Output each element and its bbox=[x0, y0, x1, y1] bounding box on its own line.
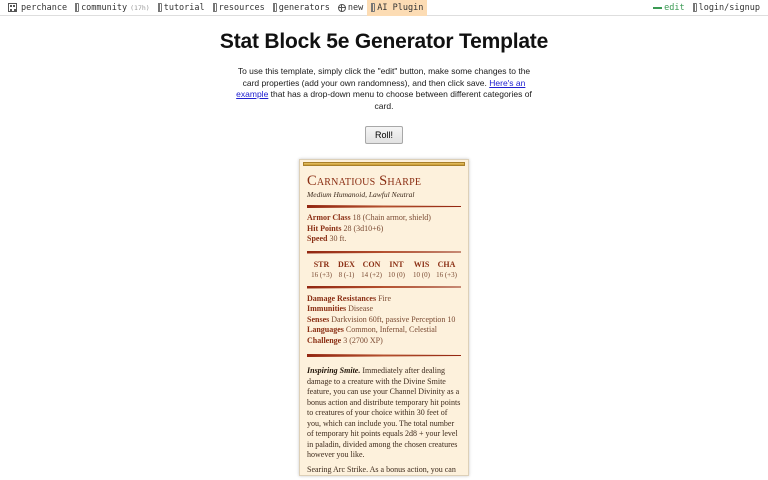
navbar-left-group bbox=[4, 0, 427, 16]
book-icon bbox=[213, 3, 217, 12]
statblock-container bbox=[0, 159, 768, 476]
nav-label-login-signup: login/signup bbox=[698, 2, 760, 13]
attribute-armor-class bbox=[307, 213, 461, 224]
roll-button[interactable]: Roll! bbox=[365, 126, 403, 144]
nav-item-new[interactable] bbox=[334, 0, 367, 16]
page-content bbox=[0, 16, 768, 476]
nav-item-perchance[interactable] bbox=[4, 0, 71, 16]
nav-label-community: community bbox=[81, 2, 128, 13]
nav-label-generators: generators bbox=[278, 2, 330, 13]
divider-rule-1 bbox=[307, 205, 461, 208]
nav-label-tutorial: tutorial bbox=[163, 2, 205, 13]
ability-scores-table bbox=[307, 259, 461, 280]
trait-languages bbox=[307, 325, 461, 336]
ability-name: DEX bbox=[338, 259, 355, 269]
book-icon bbox=[75, 3, 79, 12]
ability-wis bbox=[409, 259, 434, 280]
nav-item-tutorial[interactable] bbox=[154, 0, 209, 16]
nav-label-new: new bbox=[347, 2, 364, 13]
features-group bbox=[307, 362, 461, 475]
nav-item-login-signup[interactable] bbox=[689, 0, 764, 16]
page-title: Stat Block 5e Generator Template bbox=[219, 30, 549, 53]
nav-item-edit[interactable] bbox=[649, 0, 688, 16]
description-text-after: that has a drop-down menu to choose between different categories of card. bbox=[268, 89, 532, 111]
ability-int bbox=[384, 259, 409, 280]
trait-value: Fire bbox=[378, 293, 391, 303]
book-icon bbox=[273, 3, 277, 12]
statblock-card bbox=[299, 159, 469, 476]
ability-value: 16 (+3) bbox=[436, 270, 457, 279]
attribute-value: 30 ft. bbox=[329, 234, 347, 243]
ability-name: STR bbox=[313, 259, 330, 269]
book-icon bbox=[158, 3, 162, 12]
trait-label: Immunities bbox=[307, 304, 347, 313]
book-icon bbox=[693, 3, 697, 12]
nav-badge-community: (17h) bbox=[130, 3, 150, 12]
trait-value: Common, Infernal, Celestial bbox=[345, 325, 437, 334]
card-top-bar bbox=[303, 162, 465, 166]
page-description bbox=[229, 66, 539, 112]
attribute-hit-points bbox=[307, 224, 461, 235]
trait-label: Challenge bbox=[307, 335, 342, 345]
nav-label-edit: edit bbox=[664, 2, 685, 13]
trait-challenge bbox=[307, 336, 461, 347]
ability-name: CHA bbox=[437, 259, 456, 269]
attribute-label: Armor Class bbox=[307, 213, 351, 222]
divider-rule-3 bbox=[307, 286, 461, 289]
creature-name: Carnatious Sharpe bbox=[307, 173, 422, 189]
ability-value: 10 (0) bbox=[388, 270, 405, 279]
attribute-value: 18 (Chain armor, shield) bbox=[352, 213, 431, 222]
roll-button-container bbox=[0, 125, 768, 144]
traits-group bbox=[307, 294, 461, 349]
feature-text: Immediately after dealing damage to a creature with the Divine Smite feature, you can use your Channel Divinity as a bonus action and distribute temporary hit points to creatures of your choice within 30 feet of you, which can include you. The total number of temporary hit points equals 2d8 + your level in paladin, divided among the chosen creatures however you like. bbox=[307, 366, 461, 459]
ability-str bbox=[309, 259, 334, 280]
trait-value: 3 (2700 XP) bbox=[343, 335, 383, 345]
ability-value: 10 (0) bbox=[413, 270, 430, 279]
trait-immunities bbox=[307, 304, 461, 315]
ability-value: 8 (-1) bbox=[338, 270, 355, 279]
ability-value: 14 (+2) bbox=[361, 270, 382, 279]
ability-name: INT bbox=[389, 259, 404, 269]
perchance-logo-icon bbox=[8, 3, 17, 12]
attributes-group bbox=[307, 213, 461, 245]
creature-subtitle: Medium Humanoid, Lawful Neutral bbox=[307, 190, 415, 199]
divider-rule-2 bbox=[307, 251, 461, 254]
top-navbar bbox=[0, 0, 768, 16]
divider-rule-4 bbox=[307, 354, 461, 357]
attribute-value: 28 (3d10+6) bbox=[343, 223, 384, 233]
trait-label: Senses bbox=[307, 314, 330, 324]
trait-damage-resistances bbox=[307, 294, 461, 305]
ability-name: CON bbox=[362, 259, 381, 269]
ability-con bbox=[359, 259, 384, 280]
attribute-speed bbox=[307, 234, 461, 245]
pencil-icon bbox=[653, 7, 662, 9]
trait-value: Darkvision 60ft, passive Perception 10 bbox=[331, 314, 456, 324]
globe-icon bbox=[338, 4, 346, 12]
ability-cha bbox=[434, 259, 459, 280]
ability-name: WIS bbox=[413, 259, 430, 269]
nav-label-perchance: perchance bbox=[21, 2, 68, 13]
description-text-before: To use this template, simply click the "edit" button, make some changes to the card properties (add your own randomness), and then click save. bbox=[237, 66, 531, 88]
trait-senses bbox=[307, 315, 461, 326]
nav-item-generators[interactable] bbox=[269, 0, 334, 16]
feature-second-partial bbox=[307, 465, 461, 476]
nav-item-community[interactable] bbox=[71, 0, 154, 16]
example-link[interactable]: Here's an example bbox=[236, 77, 526, 99]
nav-item-resources[interactable] bbox=[209, 0, 269, 16]
ability-value: 16 (+3) bbox=[311, 270, 332, 279]
book-icon bbox=[371, 3, 375, 12]
feature-inspiring-smite bbox=[307, 366, 461, 461]
navbar-right-group bbox=[649, 0, 764, 16]
feature-name: Inspiring Smite. bbox=[307, 366, 361, 375]
attribute-label: Speed bbox=[307, 234, 328, 243]
trait-value: Disease bbox=[348, 304, 374, 313]
nav-label-resources: resources bbox=[218, 2, 265, 13]
trait-label: Languages bbox=[307, 325, 344, 334]
feature-text: Searing Arc Strike. As a bonus action, you can bbox=[307, 464, 456, 474]
card-inner bbox=[307, 165, 461, 475]
nav-item-ai-plugin[interactable] bbox=[367, 0, 427, 16]
trait-label: Damage Resistances bbox=[307, 293, 377, 303]
attribute-label: Hit Points bbox=[307, 223, 342, 233]
ability-dex bbox=[334, 259, 359, 280]
nav-label-ai-plugin: AI Plugin bbox=[377, 2, 424, 13]
